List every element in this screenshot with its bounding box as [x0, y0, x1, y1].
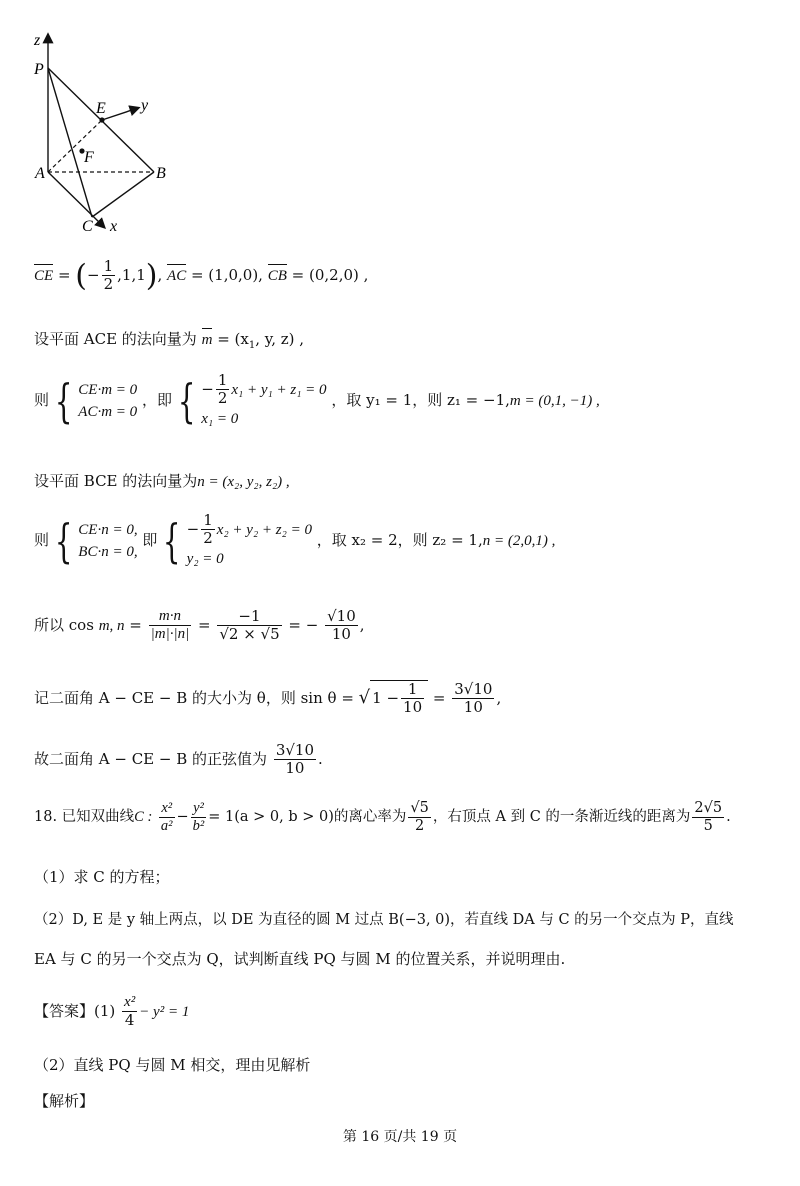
system-m-row2: AC·m = 0	[78, 404, 138, 420]
vector-cb: CB	[267, 267, 287, 284]
vector-ac: AC	[167, 267, 187, 284]
label-p: P	[34, 61, 44, 78]
problem-f1-den: a²	[160, 817, 173, 834]
sin-inner-den: 10	[403, 698, 423, 717]
system-n-eq2: y₂ = 0	[186, 550, 224, 567]
plane-bce-line	[34, 470, 290, 491]
label-x: x	[110, 218, 118, 235]
label-z: z	[34, 32, 41, 49]
cos-tail: ,	[359, 615, 365, 634]
vector-ce-value: ,1,1	[117, 265, 146, 284]
system-n-line: 则 { CE·n = 0, BC·n = 0, 即 { − $\frac{1}{2}$ x₂ + y₂ + z₂ = 0 y₂ = 0 ，取 x₂ = 2，则 z₂ = 1,n = (2,0,1) ,	[34, 511, 556, 568]
label-f: F	[84, 149, 94, 166]
problem-d-num: 2√5	[694, 800, 723, 816]
m-def-tail: , y, z) ,	[255, 330, 305, 348]
cos-frac1-num: m·n	[149, 608, 192, 626]
cos-line: 所以 cos m, n = $\frac{m\cdot n}{|m|\cdot|n|}$ = $\frac{-1}{√2 \times √5}$ = − $\frac{√10}{10}$ ,	[34, 607, 365, 644]
system-n-ji: 即	[142, 531, 158, 549]
system-m-ji: ，即	[141, 391, 172, 409]
system-n-row1: CE·n = 0,	[78, 521, 138, 538]
system-n-prefix: 则	[34, 531, 50, 549]
label-y: y	[141, 97, 149, 114]
answer-den: 4	[124, 1011, 135, 1030]
question-1: （1）求 C 的方程；	[34, 868, 170, 886]
system-m-eq1: x₁ + y₁ + z₁ = 0	[231, 381, 327, 398]
plane-bce-intro: 设平面 BCE 的法向量为	[34, 472, 198, 490]
problem-dist-text: ，右顶点 A 到 C 的一条渐近线的距离为	[432, 809, 691, 826]
system-n-row2: BC·n = 0,	[78, 544, 138, 560]
cos-frac2-den: √2 × √5	[219, 625, 280, 644]
conclusion-num: 3√10	[275, 741, 315, 759]
vector-cb-value: = (0,2,0) ,	[286, 265, 369, 284]
edge-ae	[48, 120, 102, 172]
conclusion-text: 故二面角 A − CE − B 的正弦值为	[34, 749, 268, 768]
label-b: B	[156, 165, 166, 182]
vector-ac-value: = (1,0,0),	[186, 265, 263, 284]
problem-18	[34, 800, 731, 834]
cos-frac2-num: −1	[217, 608, 281, 626]
problem-f1-num: x²	[159, 800, 175, 818]
problem-cond: = 1(a > 0, b > 0)	[208, 809, 334, 826]
vectors-line: CE = (− $\frac{1}{2}$ ,1,1), AC = (1,0,0), CB = (0,2,0) ,	[34, 257, 369, 294]
system-n-eq1: x₂ + y₂ + z₂ = 0	[216, 521, 312, 538]
problem-d-den: 5	[703, 817, 713, 834]
problem-pre: 已知双曲线	[61, 809, 135, 826]
answer-tail: − y² = 1	[139, 1003, 190, 1020]
system-m-row1: CE·m = 0	[78, 381, 138, 398]
problem-minus: −	[176, 809, 189, 826]
y-axis	[102, 108, 138, 120]
system-m-prefix: 则	[34, 391, 50, 409]
answer-line	[34, 994, 189, 1030]
page-footer: 第 16 页/共 19 页	[342, 1129, 458, 1145]
answer-label: 【答案】(1)	[34, 1001, 116, 1020]
system-m-take: ，取 y₁ = 1，则 z₁ = −1,	[331, 391, 510, 409]
problem-e-num: √5	[410, 800, 429, 816]
plane-ace-line: 设平面 ACE 的法向量为 $m = (x_1$, y, z) ,	[34, 330, 305, 351]
problem-end: .	[726, 809, 731, 826]
analysis-label: 【解析】	[34, 1092, 95, 1110]
label-c: C	[82, 218, 93, 235]
sin-res-den: 10	[463, 698, 483, 717]
conclusion-den: 10	[285, 759, 305, 778]
system-n-result: n = (2,0,1) ,	[482, 533, 556, 549]
cos-prefix: 所以 cos	[34, 615, 94, 634]
problem-e-den: 2	[415, 817, 425, 834]
system-m-result: m = (0,1, −1) ,	[509, 393, 600, 409]
system-n-take: ，取 x₂ = 2，则 z₂ = 1,	[316, 531, 483, 549]
conclusion-line	[34, 742, 323, 778]
cos-frac1-den: |m|·|n|	[150, 626, 190, 643]
sin-inner-one: 1 −	[372, 688, 400, 707]
sin-inner-num: 1	[401, 681, 424, 699]
cos-frac3-den: 10	[331, 625, 351, 644]
m-def: = (x	[212, 330, 249, 348]
n-def: n = (x₂, y₂, z₂) ,	[197, 474, 290, 490]
cos-frac3-num: √10	[327, 607, 356, 625]
label-a: A	[35, 165, 45, 182]
problem-number: 18.	[34, 809, 58, 826]
system-m-eq2: x₁ = 0	[201, 410, 239, 427]
problem-f2-num: y²	[191, 800, 207, 818]
answer-part2: （2）直线 PQ 与圆 M 相交，理由见解析	[34, 1056, 311, 1074]
x-axis	[48, 172, 104, 227]
edge-cb	[92, 172, 154, 217]
answer-num: x²	[122, 994, 137, 1012]
question-2-line2: EA 与 C 的另一个交点为 Q，试判断直线 PQ 与圆 M 的位置关系，并说明理由.	[34, 950, 566, 968]
point-e	[99, 117, 104, 122]
cos-mn: m, n	[98, 617, 125, 634]
sin-res-num: 3√10	[454, 680, 493, 698]
tetrahedron-diagram	[20, 25, 200, 240]
problem-ecc-text: 的离心率为	[333, 809, 407, 826]
plane-ace-intro: 设平面 ACE 的法向量为	[34, 330, 197, 348]
system-m-line: 则 { CE·m = 0 AC·m = 0 ，即 { − $\frac{1}{2}$ x₁ + y₁ + z₁ = 0 x₁ = 0 ，取 y₁ = 1，则 z₁ = −1,m = (0,1, −1) ,	[34, 371, 600, 428]
vector-ce: CE	[34, 267, 54, 284]
sin-line: 记二面角 A − CE − B 的大小为 θ，则 sin θ = √ 1 − $\frac{1}{10}$ = $\frac{3√10}{10}$ ,	[34, 680, 502, 717]
sin-prefix: 记二面角 A − CE − B 的大小为 θ，则 sin θ =	[34, 688, 354, 707]
label-e: E	[96, 100, 106, 117]
problem-c: C :	[134, 809, 153, 826]
sin-tail: ,	[496, 688, 502, 707]
question-2-line1: （2）D, E 是 y 轴上两点，以 DE 为直径的圆 M 过点 B(−3, 0)，若直线 DA 与 C 的另一个交点为 P，直线	[34, 912, 734, 928]
problem-f2-den: b²	[192, 817, 205, 834]
conclusion-tail: .	[318, 749, 323, 768]
